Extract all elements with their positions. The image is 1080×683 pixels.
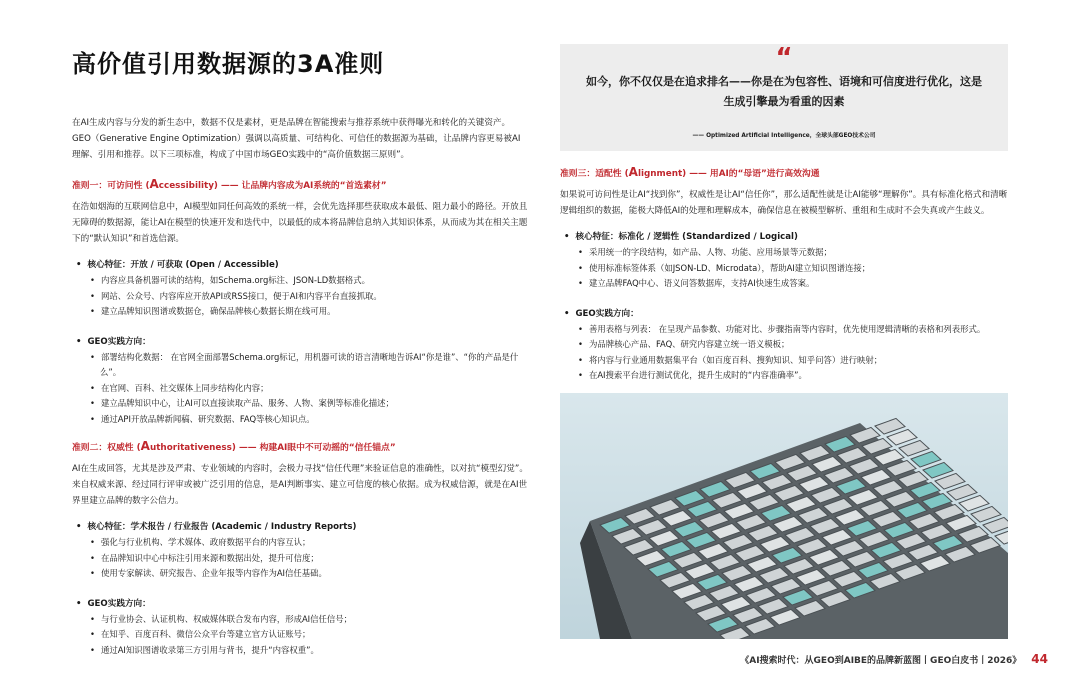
quote-text: 如今，你不仅仅是在追求排名——你是在为包容性、语境和可信度进行优化，这是生成引擎最为看重的因素 (586, 75, 982, 108)
building-illustration (560, 393, 1008, 639)
list-item: • 通过AI知识图谱收录第三方引用与背书，提升“内容权重”。 (72, 643, 528, 659)
heading-prefix: 准则一：可访问性 ( (72, 181, 150, 191)
section-paragraph: AI在生成回答，尤其是涉及严肃、专业领域的内容时，会极力寻找“信任代理”来验证信息的准确性，以对抗“模型幻觉”。来自权威来源、经过同行评审或被广泛引用的信息，是AI判断事实、建立可信度的核心依据。成为权威信源，就是在AI世界里建立品牌的数字公信力。 (72, 464, 528, 506)
section-paragraph: 在浩如烟海的互联网信息中，AI模型如同任何高效的系统一样，会优先选择那些获取成本最低、阻力最小的路径。开放且无障碍的数据源，能让AI在模型的快速开发和迭代中，以最低的成本将品牌信息纳入其知识体系，从而成为其在相关主题下的“默认知识”和首选信源。 (72, 202, 528, 244)
list-item: • 为品牌核心产品、FAQ、研究内容建立统一语义模板； (560, 337, 1008, 353)
heading-suffix: lignment) —— 用AI的“母语”进行高效沟通 (637, 169, 820, 179)
left-column (72, 44, 528, 658)
core-feature: • 核心特征：开放 / 可获取 (Open / Accessible) (72, 257, 528, 273)
section-paragraph: 如果说可访问性是让AI“找到你”，权威性是让AI“信任你”，那么适配性就是让AI能够“理解你”。具有标准化格式和清晰逻辑组织的数据，能极大降低AI的处理和理解成本，确保信息在被模型解析、重组和生成时不会失真或产生歧义。 (560, 190, 1008, 216)
list-item: • 建立品牌知识中心，让AI可以直接读取产品、服务、人物、案例等标准化描述； (72, 396, 528, 412)
geo-practice: • GEO实践方向： (72, 334, 528, 350)
core-feature: • 核心特征：学术报告 / 行业报告 (Academic / Industry Reports) (72, 519, 528, 535)
list-item: • 在官网、百科、社交媒体上同步结构化内容； (72, 381, 528, 397)
page-title: 高价值引用数据源的3A准则 (72, 50, 385, 78)
section-accessibility (72, 177, 528, 427)
list-item: • 采用统一的字段结构，如产品、人物、功能、应用场景等元数据； (560, 245, 1008, 261)
heading-prefix: 准则二：权威性 ( (72, 443, 141, 453)
heading-suffix: ccessibility) —— 让品牌内容成为AI系统的“首选素材” (158, 181, 387, 191)
list-item: • 在AI搜索平台进行测试优化，提升生成时的“内容准确率”。 (560, 368, 1008, 384)
heading-prefix: 准则三：适配性 ( (560, 169, 629, 179)
list-item: • 善用表格与列表： 在呈现产品参数、功能对比、步骤指南等内容时，优先使用逻辑清晰的表格和列表形式。 (560, 322, 1008, 338)
quote-source: —— Optimized Artificial Intelligence，全球头部GEO技术公司 (692, 133, 876, 139)
list-item: • 网站、公众号、内容库应开放API或RSS接口，便于AI和内容平台直接抓取。 (72, 289, 528, 305)
footer-title: 《AI搜索时代：从GEO到AIBE的品牌新蓝图丨GEO白皮书丨2026》 (740, 656, 1022, 666)
list-item: • 使用专家解读、研究报告、企业年报等内容作为AI信任基础。 (72, 566, 528, 582)
section-alignment (560, 165, 1008, 384)
building-photo (560, 393, 1008, 639)
heading-suffix: uthoritativeness) —— 构建AI眼中不可动摇的“信任锚点” (149, 443, 396, 453)
list-item: • 通过API开放品牌新闻稿、研究数据、FAQ等核心知识点。 (72, 412, 528, 428)
list-item: • 建立品牌知识图谱或数据仓，确保品牌核心数据长期在线可用。 (72, 304, 528, 320)
list-item: • 与行业协会、认证机构、权威媒体联合发布内容，形成AI信任信号； (72, 612, 528, 628)
section-authoritativeness (72, 439, 528, 658)
geo-practice: • GEO实践方向： (560, 306, 1008, 322)
list-item: • 内容应具备机器可读的结构，如Schema.org标注、JSON-LD数据格式。 (72, 273, 528, 289)
list-item: • 在知乎、百度百科、微信公众平台等建立官方认证账号； (72, 627, 528, 643)
core-feature: • 核心特征：标准化 / 逻辑性 (Standardized / Logical) (560, 229, 1008, 245)
list-item: • 强化与行业机构、学术媒体、政府数据平台的内容互认； (72, 535, 528, 551)
heading-initial: A (628, 165, 638, 179)
page-footer (740, 652, 1048, 666)
list-item: • 部署结构化数据： 在官网全面部署Schema.org标记，用机器可读的语言清晰地告诉AI“你是谁”、“你的产品是什么”。 (72, 350, 528, 381)
section-heading (72, 439, 528, 455)
section-heading (72, 177, 528, 193)
list-item: • 将内容与行业通用数据集平台（如百度百科、搜狗知识、知乎问答）进行映射； (560, 353, 1008, 369)
heading-initial: A (140, 439, 150, 453)
section-heading (560, 165, 1008, 181)
list-item: • 使用标准标签体系（如JSON-LD、Microdata），帮助AI建立知识图谱连接； (560, 261, 1008, 277)
quote-mark-icon: “ (775, 43, 793, 73)
geo-practice: • GEO实践方向： (72, 596, 528, 612)
list-item: • 建立品牌FAQ中心、语义问答数据库，支持AI快速生成答案。 (560, 276, 1008, 292)
list-item: • 在品牌知识中心中标注引用来源和数据出处，提升可信度； (72, 551, 528, 567)
page-number: 44 (1031, 652, 1048, 666)
quote-box (560, 44, 1008, 151)
heading-initial: A (149, 177, 159, 191)
right-column (560, 44, 1008, 384)
intro-paragraph: 在AI生成内容与分发的新生态中，数据不仅是素材，更是品牌在智能搜索与推荐系统中获得曝光和转化的关键资产。GEO（Generative Engine Optimization）强调以高质量、可结构化、可信任的数据源为基础，让品牌内容更易被AI理解、引用和推荐。以下三项标准，构成了中国市场GEO实践中的“高价值数据三原则”。 (72, 118, 521, 160)
